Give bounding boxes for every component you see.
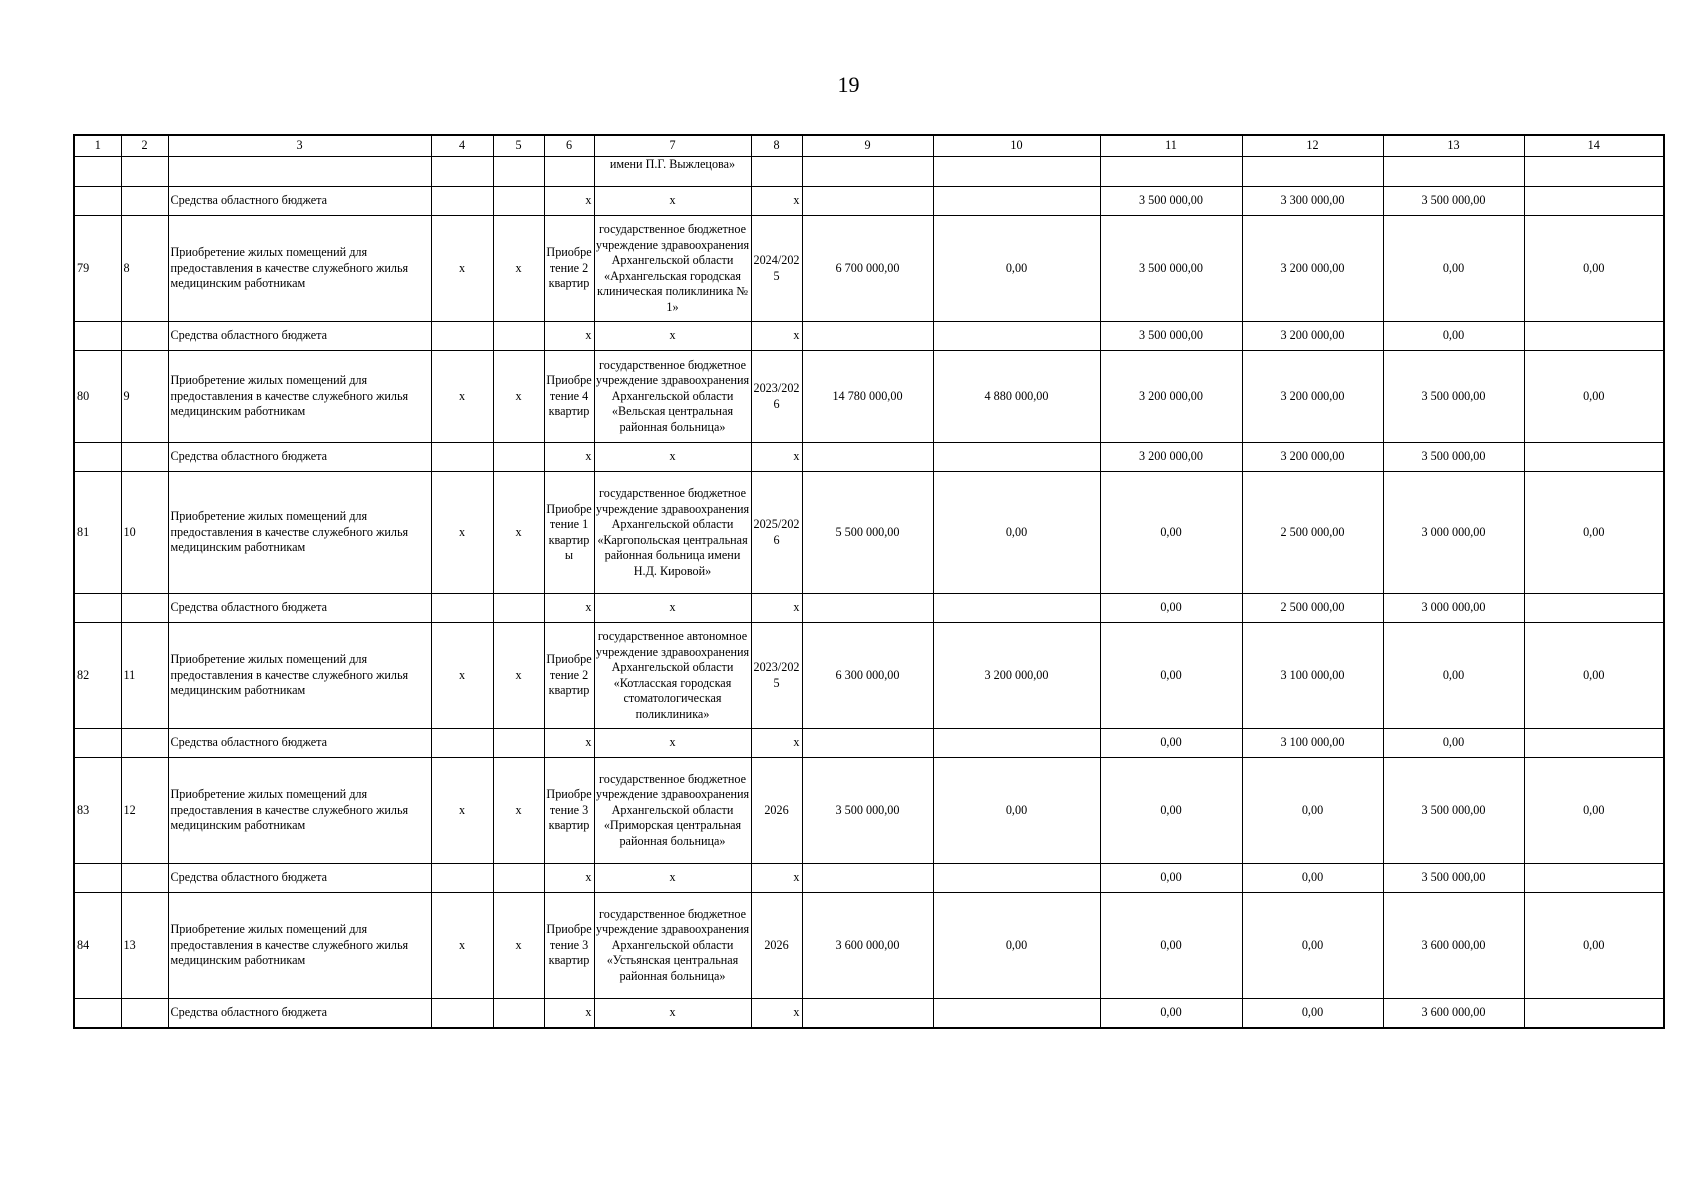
header-cell: 6	[544, 135, 594, 157]
cell	[493, 999, 544, 1029]
institution: государственное бюджетное учреждение здравоохранения Архангельской области «Архангельская городская клиническая поликлиника № 1»	[594, 216, 751, 322]
cell-4: х	[431, 758, 493, 864]
project-row	[74, 472, 1664, 594]
fund-x: х	[544, 322, 594, 351]
cell-4: х	[431, 216, 493, 322]
cell	[74, 864, 121, 893]
fund-x: х	[751, 187, 802, 216]
cell	[933, 322, 1100, 351]
budget-table	[73, 134, 1665, 1029]
institution: государственное бюджетное учреждение здравоохранения Архангельской области «Устьянская центральная районная больница»	[594, 893, 751, 999]
amount-9: 6 300 000,00	[802, 623, 933, 729]
amount-9: 3 500 000,00	[802, 758, 933, 864]
item-number: 9	[121, 351, 168, 443]
amount-14: 0,00	[1524, 758, 1664, 864]
fund-x: х	[594, 594, 751, 623]
period: 2023/2025	[751, 623, 802, 729]
amount-14: 0,00	[1524, 623, 1664, 729]
row-number: 81	[74, 472, 121, 594]
fund-amount-11: 0,00	[1100, 999, 1242, 1029]
header-cell: 5	[493, 135, 544, 157]
fund-amount-11: 0,00	[1100, 594, 1242, 623]
cell	[493, 594, 544, 623]
cell	[933, 999, 1100, 1029]
fund-x: х	[544, 729, 594, 758]
cell	[802, 729, 933, 758]
project-row	[74, 216, 1664, 322]
fund-label: Средства областного бюджета	[168, 594, 431, 623]
project-name: Приобретение жилых помещений для предоставления в качестве служебного жилья медицинским работникам	[168, 351, 431, 443]
fund-label: Средства областного бюджета	[168, 999, 431, 1029]
item-number: 8	[121, 216, 168, 322]
amount-11: 3 500 000,00	[1100, 216, 1242, 322]
header-cell: 9	[802, 135, 933, 157]
header-cell: 10	[933, 135, 1100, 157]
header-cell: 8	[751, 135, 802, 157]
fund-amount-13: 3 500 000,00	[1383, 864, 1524, 893]
amount-9: 6 700 000,00	[802, 216, 933, 322]
fund-amount-13: 3 000 000,00	[1383, 594, 1524, 623]
cell	[802, 594, 933, 623]
cell	[74, 443, 121, 472]
fund-amount-12: 3 300 000,00	[1242, 187, 1383, 216]
fund-x: х	[594, 322, 751, 351]
amount-11: 0,00	[1100, 758, 1242, 864]
cell-4: х	[431, 351, 493, 443]
fund-x: х	[544, 187, 594, 216]
cell-5: х	[493, 623, 544, 729]
period: 2024/2025	[751, 216, 802, 322]
fund-amount-13: 3 500 000,00	[1383, 443, 1524, 472]
cell-5: х	[493, 351, 544, 443]
amount-11: 0,00	[1100, 472, 1242, 594]
amount-11: 0,00	[1100, 623, 1242, 729]
fund-amount-13: 3 500 000,00	[1383, 187, 1524, 216]
amount-10: 0,00	[933, 758, 1100, 864]
period: 2023/2026	[751, 351, 802, 443]
cell	[802, 443, 933, 472]
cell	[493, 443, 544, 472]
cell	[802, 864, 933, 893]
cell	[121, 594, 168, 623]
page-number: 19	[837, 72, 860, 97]
header-cell: 11	[1100, 135, 1242, 157]
amount-14: 0,00	[1524, 472, 1664, 594]
header-cell: 14	[1524, 135, 1664, 157]
row-number: 79	[74, 216, 121, 322]
fund-label: Средства областного бюджета	[168, 322, 431, 351]
cell	[1524, 729, 1664, 758]
fund-amount-11: 3 500 000,00	[1100, 322, 1242, 351]
row-number: 80	[74, 351, 121, 443]
institution: государственное бюджетное учреждение здравоохранения Архангельской области «Каргопольская центральная районная больница имени Н.Д. Кировой»	[594, 472, 751, 594]
cell	[431, 443, 493, 472]
fund-amount-12: 3 100 000,00	[1242, 729, 1383, 758]
item-number: 13	[121, 893, 168, 999]
cell	[431, 729, 493, 758]
cell	[1524, 594, 1664, 623]
cell	[121, 322, 168, 351]
amount-13: 3 600 000,00	[1383, 893, 1524, 999]
fund-row	[74, 322, 1664, 351]
cell-4: х	[431, 472, 493, 594]
amount-12: 2 500 000,00	[1242, 472, 1383, 594]
cell	[121, 999, 168, 1029]
fund-label: Средства областного бюджета	[168, 864, 431, 893]
fund-amount-11: 0,00	[1100, 864, 1242, 893]
item-number: 10	[121, 472, 168, 594]
project-row	[74, 893, 1664, 999]
cell	[1524, 999, 1664, 1029]
cell	[431, 999, 493, 1029]
fund-amount-11: 0,00	[1100, 729, 1242, 758]
fund-label: Средства областного бюджета	[168, 187, 431, 216]
fund-x: х	[594, 864, 751, 893]
institution: государственное бюджетное учреждение здравоохранения Архангельской области «Приморская центральная районная больница»	[594, 758, 751, 864]
period: 2026	[751, 758, 802, 864]
fund-row	[74, 187, 1664, 216]
cell	[493, 322, 544, 351]
cell	[802, 322, 933, 351]
header-cell: 4	[431, 135, 493, 157]
quantity: Приобретение 3 квартир	[544, 758, 594, 864]
amount-14: 0,00	[1524, 893, 1664, 999]
header-cell: 3	[168, 135, 431, 157]
cell	[121, 864, 168, 893]
header-cell: 13	[1383, 135, 1524, 157]
period: 2025/2026	[751, 472, 802, 594]
amount-12: 0,00	[1242, 893, 1383, 999]
project-row	[74, 623, 1664, 729]
project-row	[74, 758, 1664, 864]
fund-x: х	[751, 729, 802, 758]
cell	[74, 729, 121, 758]
fund-row	[74, 594, 1664, 623]
fund-x: х	[594, 999, 751, 1029]
cell	[802, 999, 933, 1029]
continuation-text: имени П.Г. Выжлецова»	[594, 157, 751, 187]
cell	[74, 999, 121, 1029]
item-number: 11	[121, 623, 168, 729]
project-name: Приобретение жилых помещений для предоставления в качестве служебного жилья медицинским работникам	[168, 623, 431, 729]
cell-5: х	[493, 472, 544, 594]
amount-11: 0,00	[1100, 893, 1242, 999]
cell-4: х	[431, 893, 493, 999]
cell	[431, 322, 493, 351]
header-cell: 2	[121, 135, 168, 157]
fund-x: х	[751, 443, 802, 472]
quantity: Приобретение 2 квартир	[544, 216, 594, 322]
fund-x: х	[544, 864, 594, 893]
institution: государственное бюджетное учреждение здравоохранения Архангельской области «Вельская центральная районная больница»	[594, 351, 751, 443]
fund-amount-11: 3 500 000,00	[1100, 187, 1242, 216]
fund-x: х	[544, 443, 594, 472]
project-name: Приобретение жилых помещений для предоставления в качестве служебного жилья медицинским работникам	[168, 893, 431, 999]
cell-5: х	[493, 216, 544, 322]
fund-x: х	[751, 594, 802, 623]
amount-13: 3 500 000,00	[1383, 351, 1524, 443]
fund-x: х	[594, 187, 751, 216]
quantity: Приобретение 3 квартир	[544, 893, 594, 999]
fund-x: х	[594, 443, 751, 472]
fund-amount-13: 0,00	[1383, 729, 1524, 758]
cell	[431, 594, 493, 623]
amount-9: 5 500 000,00	[802, 472, 933, 594]
amount-10: 0,00	[933, 472, 1100, 594]
fund-label: Средства областного бюджета	[168, 729, 431, 758]
fund-x: х	[544, 594, 594, 623]
amount-13: 3 000 000,00	[1383, 472, 1524, 594]
cell	[431, 864, 493, 893]
quantity: Приобретение 1 квартиры	[544, 472, 594, 594]
fund-amount-13: 0,00	[1383, 322, 1524, 351]
fund-row	[74, 443, 1664, 472]
cell	[1524, 443, 1664, 472]
header-cell: 7	[594, 135, 751, 157]
header-cell: 1	[74, 135, 121, 157]
row-number: 84	[74, 893, 121, 999]
amount-12: 3 200 000,00	[1242, 351, 1383, 443]
period: 2026	[751, 893, 802, 999]
amount-9: 14 780 000,00	[802, 351, 933, 443]
quantity: Приобретение 2 квартир	[544, 623, 594, 729]
fund-label: Средства областного бюджета	[168, 443, 431, 472]
cell	[933, 729, 1100, 758]
project-name: Приобретение жилых помещений для предоставления в качестве служебного жилья медицинским работникам	[168, 758, 431, 864]
cell	[1524, 322, 1664, 351]
fund-x: х	[751, 999, 802, 1029]
amount-13: 3 500 000,00	[1383, 758, 1524, 864]
fund-row	[74, 729, 1664, 758]
fund-amount-12: 2 500 000,00	[1242, 594, 1383, 623]
amount-10: 0,00	[933, 893, 1100, 999]
amount-11: 3 200 000,00	[1100, 351, 1242, 443]
fund-x: х	[751, 864, 802, 893]
amount-13: 0,00	[1383, 623, 1524, 729]
amount-10: 0,00	[933, 216, 1100, 322]
amount-12: 0,00	[1242, 758, 1383, 864]
fund-amount-12: 3 200 000,00	[1242, 322, 1383, 351]
amount-14: 0,00	[1524, 216, 1664, 322]
cell	[74, 322, 121, 351]
cell	[933, 443, 1100, 472]
amount-13: 0,00	[1383, 216, 1524, 322]
cell	[121, 443, 168, 472]
fund-amount-12: 0,00	[1242, 864, 1383, 893]
fund-row	[74, 999, 1664, 1029]
amount-14: 0,00	[1524, 351, 1664, 443]
fund-amount-13: 3 600 000,00	[1383, 999, 1524, 1029]
cell	[74, 594, 121, 623]
cell-5: х	[493, 758, 544, 864]
amount-12: 3 100 000,00	[1242, 623, 1383, 729]
amount-10: 4 880 000,00	[933, 351, 1100, 443]
cell	[493, 729, 544, 758]
header-cell: 12	[1242, 135, 1383, 157]
cell-4: х	[431, 623, 493, 729]
amount-9: 3 600 000,00	[802, 893, 933, 999]
amount-10: 3 200 000,00	[933, 623, 1100, 729]
cell	[493, 864, 544, 893]
item-number: 12	[121, 758, 168, 864]
fund-x: х	[594, 729, 751, 758]
amount-12: 3 200 000,00	[1242, 216, 1383, 322]
project-row	[74, 351, 1664, 443]
cell	[121, 729, 168, 758]
fund-amount-12: 0,00	[1242, 999, 1383, 1029]
row-number: 82	[74, 623, 121, 729]
fund-row	[74, 864, 1664, 893]
institution: государственное автономное учреждение здравоохранения Архангельской области «Котласская городская стоматологическая поликлиника»	[594, 623, 751, 729]
cell	[933, 594, 1100, 623]
fund-amount-12: 3 200 000,00	[1242, 443, 1383, 472]
cell-5: х	[493, 893, 544, 999]
quantity: Приобретение 4 квартир	[544, 351, 594, 443]
fund-x: х	[751, 322, 802, 351]
fund-amount-11: 3 200 000,00	[1100, 443, 1242, 472]
continuation-row	[74, 157, 1664, 187]
cell	[933, 864, 1100, 893]
row-number: 83	[74, 758, 121, 864]
project-name: Приобретение жилых помещений для предоставления в качестве служебного жилья медицинским работникам	[168, 472, 431, 594]
header-row	[74, 135, 1664, 157]
fund-x: х	[544, 999, 594, 1029]
cell	[1524, 864, 1664, 893]
project-name: Приобретение жилых помещений для предоставления в качестве служебного жилья медицинским работникам	[168, 216, 431, 322]
